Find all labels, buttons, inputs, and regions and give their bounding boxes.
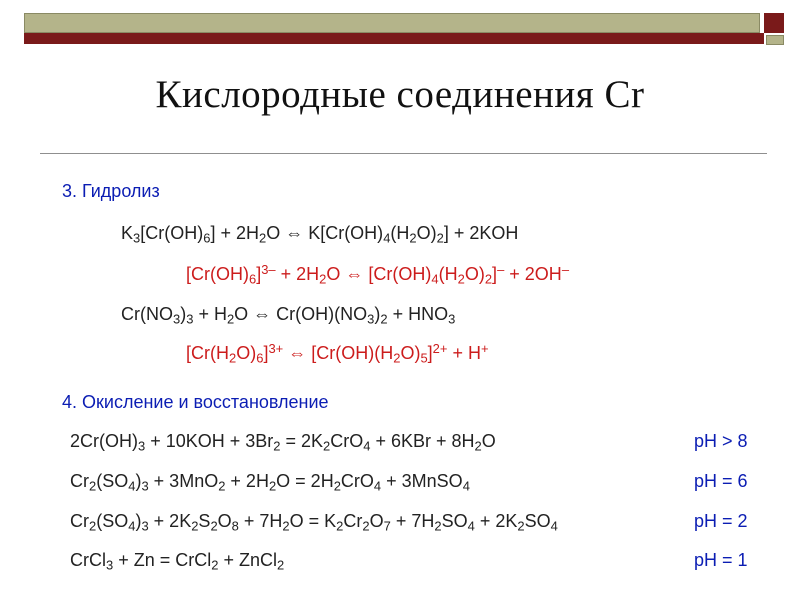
- header-bar-bottom: [24, 33, 764, 44]
- ionic-equation-hydrolysis-1: $[Cr(OH)_6]^{3-} + 2H_2O$ ⇔ $[Cr(OH)_4(H_2O)_2]^- + 2OH^-$: [186, 262, 570, 287]
- equation-redox-3: $Cr_2(SO_4)_3 + 2K_2S_2O_8 + 7H_2O = K_2Cr_2O_7 + 7H_2SO_4 + 2K_2SO_4$: [70, 511, 558, 534]
- equation-redox-4: CrCl$_3$ + Zn = CrCl$_2$ + ZnCl$_2$: [70, 550, 285, 573]
- title-divider: [40, 153, 767, 154]
- equation-redox-2: $Cr_2(SO_4)_3 + 3MnO_2 + 2H_2O = 2H_2CrO_4$ + 3MnSO$_4$: [70, 471, 470, 494]
- ph-label-3: pH = 2: [694, 511, 748, 531]
- header-corner-small: [766, 35, 784, 45]
- ph-label-4: pH = 1: [694, 550, 748, 570]
- header-corner-square: [764, 13, 784, 33]
- ph-label-2: pH = 6: [694, 471, 748, 491]
- equation-redox-1: $2Cr(OH)_3 + 10KOH + 3Br_2 = 2K_2CrO_4 + 6KBr + 8H_2O$: [70, 431, 496, 454]
- header-bar-top: [24, 13, 760, 33]
- section-heading-redox: 4. Окисление и восстановление: [62, 392, 329, 412]
- slide-title: Кислородные соединения Cr: [155, 73, 645, 116]
- ionic-equation-hydrolysis-2: $[Cr(H_2O)_6]^{3+}$ ⇔ $[Cr(OH)(H_2O)_5]^{2+} + H^+$: [186, 341, 489, 366]
- equation-hydrolysis-2: $Cr(NO_3)_3 + H_2O$ ⇔ $Cr(OH)(NO_3)_2 + HNO_3$: [121, 304, 456, 327]
- equation-hydrolysis-1: $K_3[Cr(OH)_6] + 2H_2O$ ⇔ $K[Cr(OH)_4(H_2O)_2] + 2KOH$: [121, 223, 519, 246]
- section-heading-hydrolysis: 3. Гидролиз: [62, 181, 160, 201]
- ph-label-1: pH > 8: [694, 431, 748, 451]
